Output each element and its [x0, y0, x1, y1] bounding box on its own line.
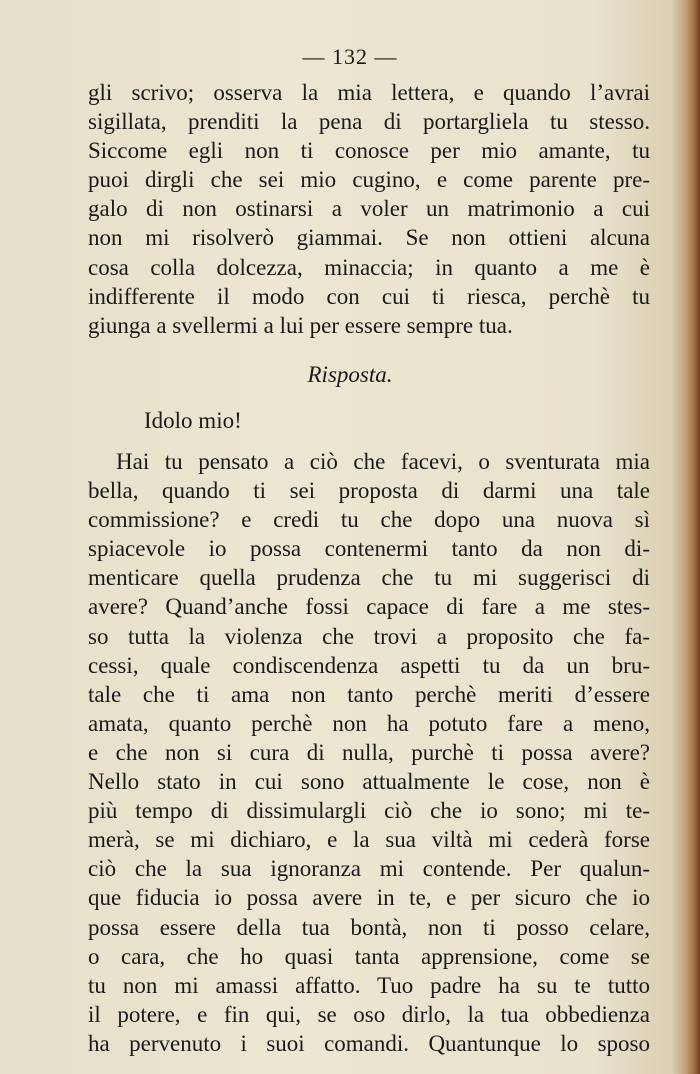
text-line: possa essere della tua bontà, non ti posso celare, — [88, 914, 650, 940]
text-line: o cara, che ho quasi tanta apprensione, come se — [88, 943, 650, 969]
text-line: bella, quando ti sei proposta di darmi una tale — [88, 478, 650, 504]
text-line: galo di non ostinarsi a voler un matrimonio a cui — [88, 196, 650, 222]
text-line: indifferente il modo con cui ti riesca, perchè tu — [88, 283, 650, 309]
text-line: so tutta la violenza che trovi a proposito che fa- — [88, 623, 650, 649]
section-heading: Risposta. — [307, 362, 393, 387]
text-line: menticare quella prudenza che tu mi suggerisci di — [88, 565, 650, 591]
text-line: puoi dirgli che sei mio cugino, e come parente pre- — [88, 167, 650, 193]
text-line: gli scrivo; osserva la mia lettera, e quando l’avrai — [88, 80, 650, 105]
text-line: avere? Quand’anche fossi capace di fare a me stes- — [88, 594, 650, 620]
text-line: giunga a svellermi a lui per essere sempre tua. — [88, 312, 513, 338]
text-line: Siccome egli non ti conosce per mio amante, tu — [88, 138, 650, 164]
text-line: più tempo di dissimulargli ciò che io sono; mi te- — [88, 798, 650, 824]
text-line: amata, quanto perchè non ha potuto fare a meno, — [88, 710, 650, 736]
text-line: merà, se mi dichiaro, e la sua viltà mi cederà forse — [88, 827, 650, 853]
page-number: — 132 — — [302, 44, 398, 69]
text-line: sigillata, prenditi la pena di portargliela tu stesso. — [88, 109, 650, 135]
text-line: tale che ti ama non tanto perchè meriti d’essere — [88, 681, 650, 707]
text-line: spiacevole io possa contenermi tanto da non di- — [88, 536, 650, 562]
letter-salutation: Idolo mio! — [144, 408, 242, 433]
text-line: cessi, quale condiscendenza aspetti tu da un bru- — [88, 652, 650, 678]
paragraph-top — [88, 78, 650, 340]
text-line: non mi risolverò giammai. Se non ottieni alcuna — [88, 225, 650, 251]
text-line: ha pervenuto i suoi comandi. Quantunque lo sposo — [88, 1030, 650, 1056]
text-line: que fiducia io possa avere in te, e per sicuro che io — [88, 885, 650, 911]
text-line: il potere, e fin qui, se oso dirlo, la tua obbedienza — [88, 1001, 650, 1027]
text-line: ciò che la sua ignoranza mi contende. Per qualun- — [88, 856, 650, 882]
text-line: tu non mi amassi affatto. Tuo padre ha su te tutto — [88, 972, 650, 998]
text-line: commissione? e credi tu che dopo una nuova sì — [88, 507, 650, 533]
text-line: Nello stato in cui sono attualmente le cose, non è — [88, 769, 650, 795]
paragraph-bottom — [88, 447, 650, 1058]
text-line: Hai tu pensato a ciò che facevi, o sventurata mia — [116, 449, 650, 474]
text-line: e che non si cura di nulla, purchè ti possa avere? — [88, 739, 650, 765]
text-line: cosa colla dolcezza, minaccia; in quanto a me è — [88, 254, 650, 280]
page-edge-shadow — [686, 0, 700, 1074]
